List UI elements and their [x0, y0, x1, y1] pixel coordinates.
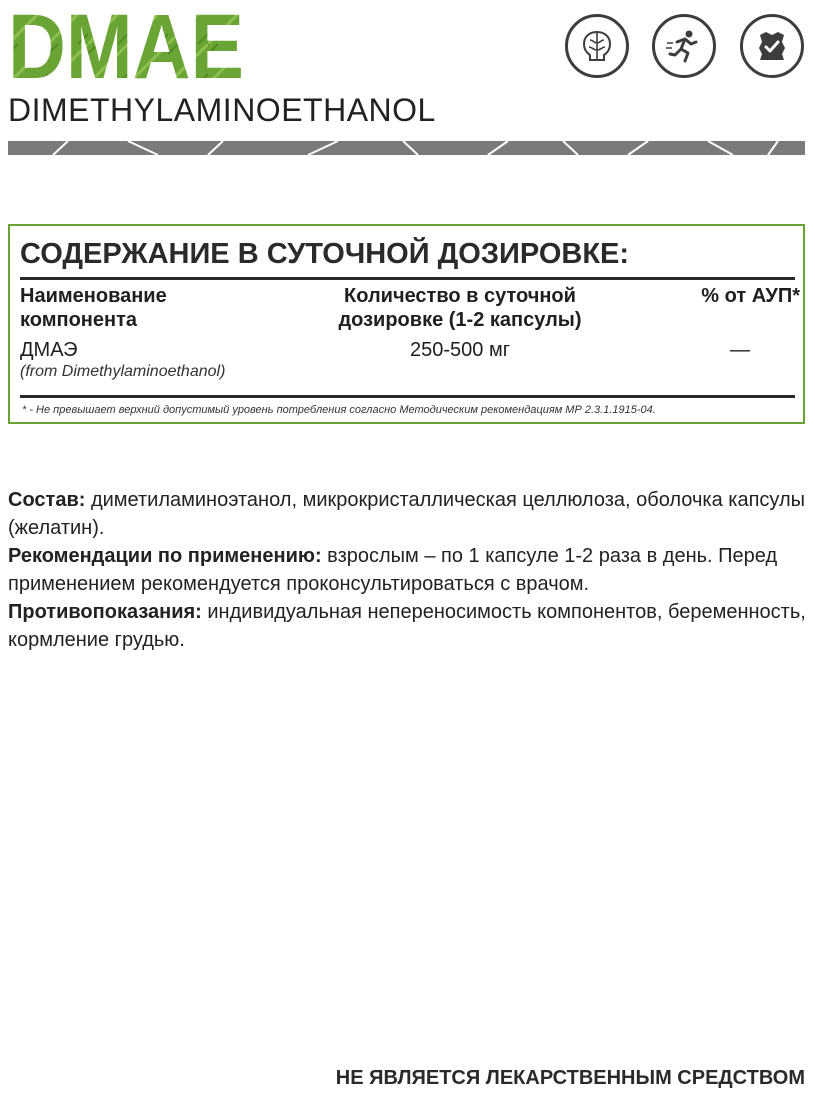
row-component-name: ДМАЭ	[20, 339, 78, 361]
decorative-divider	[8, 141, 805, 155]
brand-logo-graphic	[8, 0, 244, 98]
contraindications-text: индивидуальная непереносимость компонентов, беременность, кормление грудью.	[8, 601, 806, 651]
column-header-name: Наименование компонента	[20, 285, 167, 331]
composition-block	[8, 486, 808, 654]
product-subtitle: DIMETHYLAMINOETHANOL	[8, 92, 436, 128]
composition-text: диметиламиноэтанол, микрокристаллическая целлюлоза, оболочка капсулы (желатин).	[8, 489, 806, 539]
composition-label: Состав:	[8, 489, 86, 511]
brain-icon	[565, 14, 629, 78]
usage-label: Рекомендации по применению:	[8, 545, 322, 567]
row-component-aup: —	[730, 339, 750, 361]
row-component-source: (from Dimethylaminoethanol)	[20, 363, 226, 380]
leather-icon	[740, 14, 804, 78]
table-rule-top	[20, 277, 795, 280]
contraindications-label: Противопоказания:	[8, 601, 202, 623]
composition-paragraph	[8, 486, 808, 542]
usage-text: взрослым – по 1 капсуле 1-2 раза в день. Перед применением рекомендуется проконсультироваться с врачом.	[8, 545, 778, 595]
not-a-medicine-disclaimer: НЕ ЯВЛЯЕТСЯ ЛЕКАРСТВЕННЫМ СРЕДСТВОМ	[335, 1067, 805, 1089]
table-rule-bottom	[20, 395, 795, 398]
runner-icon	[652, 14, 716, 78]
row-component-quantity: 250-500 мг	[410, 339, 510, 361]
dose-table	[8, 224, 805, 424]
brand-name: DMAE	[8, 0, 244, 98]
brand-logo	[8, 0, 244, 98]
column-header-quantity: Количество в суточной дозировке (1-2 капсулы)	[338, 285, 582, 331]
usage-paragraph	[8, 542, 808, 598]
feature-icons	[565, 14, 805, 78]
table-footnote: * - Не превышает верхний допустимый уровень потребления согласно Методическим рекомендациям МР 2.3.1.1915-04.	[22, 404, 656, 416]
dose-table-title: СОДЕРЖАНИЕ В СУТОЧНОЙ ДОЗИРОВКЕ:	[20, 238, 630, 270]
contraindications-paragraph	[8, 598, 808, 654]
column-header-aup: % от АУП*	[701, 285, 800, 307]
